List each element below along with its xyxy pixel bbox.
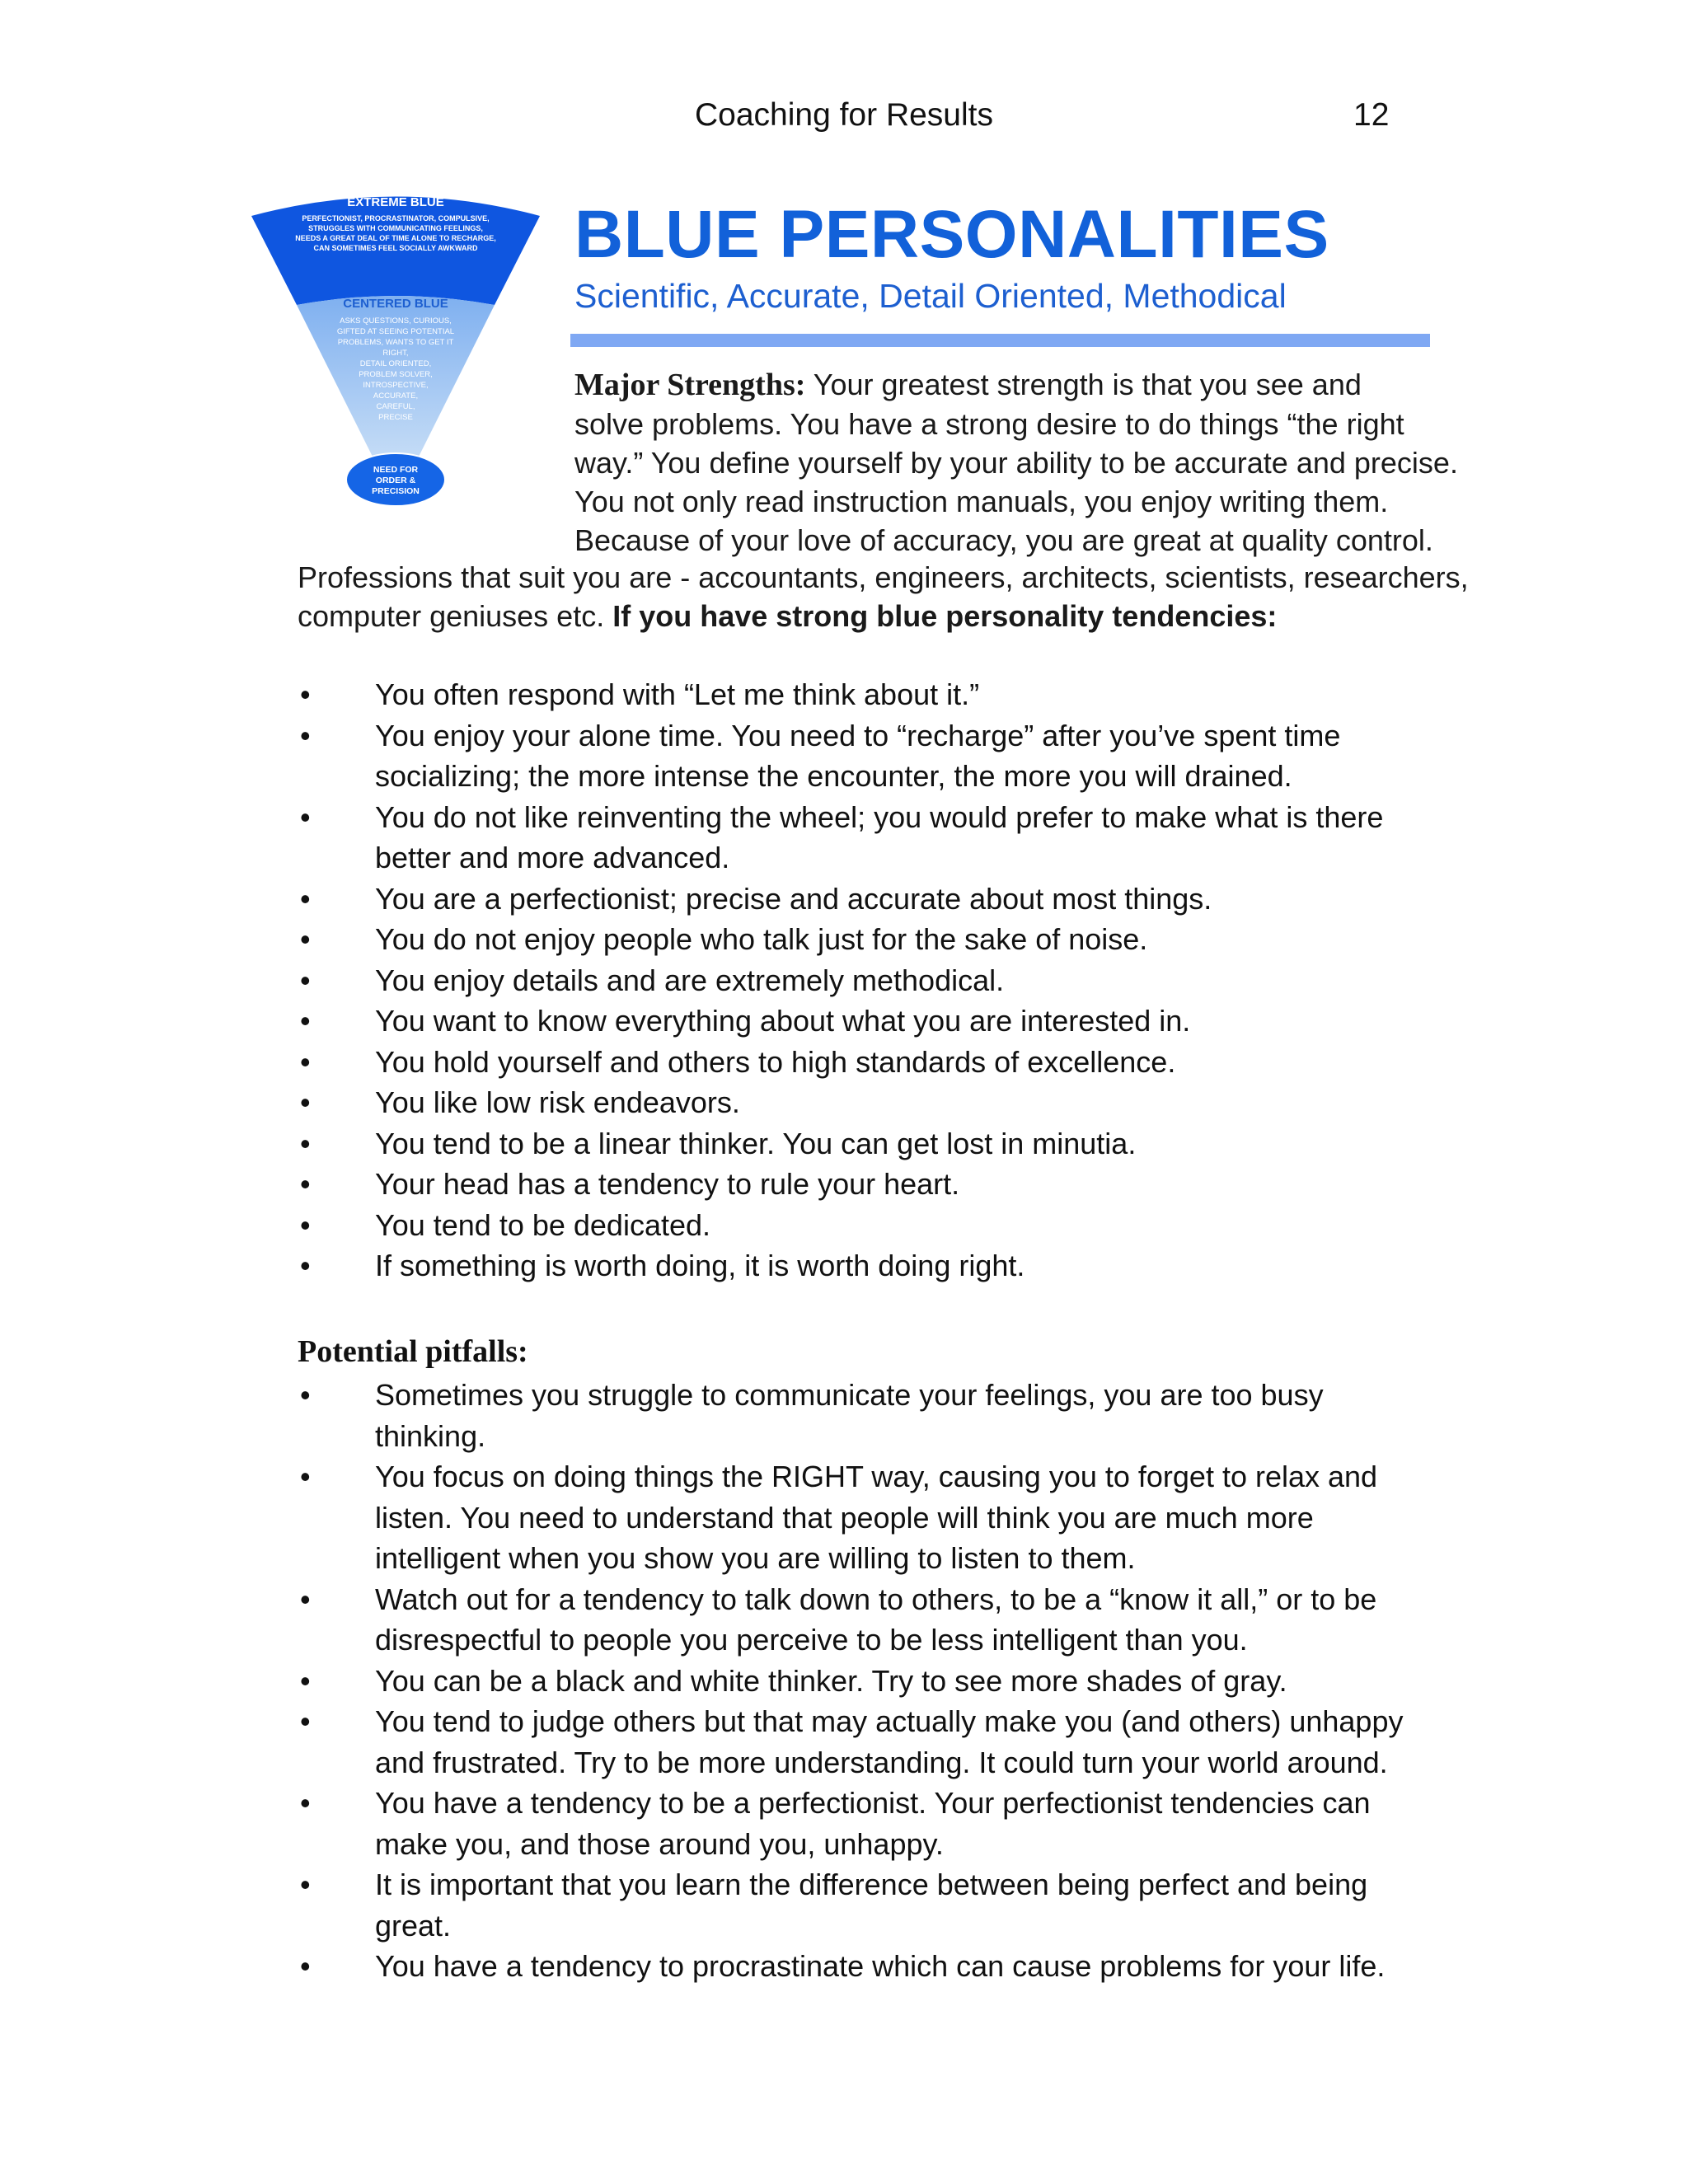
centered-blue-line: PRECISE <box>378 413 413 422</box>
tendency-item <box>298 1001 1438 1042</box>
major-strengths-paragraph <box>574 365 1458 560</box>
bullet-icon: • <box>300 1044 311 1079</box>
intro-line: way.” You define yourself by your ability to be accurate and precise. <box>574 446 1458 480</box>
tendency-item <box>298 715 1438 797</box>
bullet-icon: • <box>300 963 311 997</box>
tendency-item-text: You hold yourself and others to high standards of excellence. <box>375 1044 1176 1079</box>
centered-blue-line: ACCURATE, <box>373 391 419 401</box>
bullet-icon: • <box>300 1704 311 1738</box>
bullet-icon: • <box>300 1786 311 1820</box>
oval-line: NEED FOR <box>373 465 419 475</box>
tendency-item-text: You often respond with “Let me think about it.” <box>375 677 980 711</box>
page-title: BLUE PERSONALITIES <box>574 197 1329 272</box>
tendency-item <box>298 1164 1438 1205</box>
tendency-item-text: You want to know everything about what you are interested in. <box>375 1004 1191 1038</box>
pitfall-item-text: You have a tendency to be a perfectionist. Your perfectionist tendencies can make you, and those around you, unhappy. <box>375 1786 1371 1861</box>
bullet-icon: • <box>300 1004 311 1038</box>
pitfall-item-text: Watch out for a tendency to talk down to others, to be a “know it all,” or to be disrespectful to people you perceive to be less intelligent than you. <box>375 1582 1377 1657</box>
pitfall-item-text: You focus on doing things the RIGHT way, causing you to forget to relax and listen. You need to understand that people will think you are much more intelligent when you show you are willing to listen to them. <box>375 1460 1378 1575</box>
intro-line <box>298 597 1418 635</box>
centered-blue-line: GIFTED AT SEEING POTENTIAL <box>336 327 455 336</box>
pitfall-item-text: You tend to judge others but that may actually make you (and others) unhappy and frustrated. Try to be more understanding. It could turn your world around. <box>375 1704 1404 1779</box>
pitfalls-heading: Potential pitfalls: <box>298 1334 528 1369</box>
bullet-icon: • <box>300 1582 311 1616</box>
bullet-icon: • <box>300 1167 311 1201</box>
tendency-item-text: If something is worth doing, it is worth doing right. <box>375 1249 1025 1282</box>
oval-line: ORDER & <box>375 476 416 485</box>
major-strengths-label: Major Strengths: <box>574 368 806 402</box>
bullet-icon: • <box>300 1207 311 1242</box>
intro-line: You not only read instruction manuals, you enjoy writing them. <box>574 485 1389 518</box>
extreme-blue-line: CAN SOMETIMES FEEL SOCIALLY AWKWARD <box>313 244 478 252</box>
intro-line <box>574 365 1415 405</box>
pitfall-item <box>298 1864 1438 1946</box>
extreme-blue-line: STRUGGLES WITH COMMUNICATING FEELINGS, <box>308 224 483 232</box>
blue-personality-diagram <box>247 181 544 511</box>
centered-blue-title: CENTERED BLUE <box>343 297 448 311</box>
bullet-icon: • <box>300 1378 311 1412</box>
pitfalls-list <box>298 1375 1438 1987</box>
pitfall-item <box>298 1375 1438 1456</box>
bullet-icon: • <box>300 1663 311 1698</box>
pitfall-item-text: It is important that you learn the difference between being perfect and being great. <box>375 1868 1368 1943</box>
pitfall-item <box>298 1946 1438 1987</box>
tendency-item-text: You tend to be dedicated. <box>375 1207 711 1242</box>
bullet-icon: • <box>300 799 311 834</box>
centered-blue-line: DETAIL ORIENTED, <box>359 359 432 368</box>
page-number: 12 <box>1353 97 1390 133</box>
extreme-blue-line: PERFECTIONIST, PROCRASTINATOR, COMPULSIVE, <box>302 214 490 223</box>
tendencies-list <box>298 674 1438 1286</box>
bullet-icon: • <box>300 922 311 956</box>
tendency-item-text: You enjoy details and are extremely methodical. <box>375 963 1005 997</box>
bullet-icon: • <box>300 1249 311 1282</box>
tendency-item <box>298 1123 1438 1165</box>
extreme-blue-title: EXTREME BLUE <box>347 195 444 209</box>
tendency-item <box>298 1245 1438 1286</box>
extreme-blue-line: NEEDS A GREAT DEAL OF TIME ALONE TO RECHARGE, <box>295 234 496 242</box>
bullet-icon: • <box>300 1949 311 1983</box>
tendency-item-text: You enjoy your alone time. You need to “recharge” after you’ve spent time socializing; the more intense the encounter, the more you will drained. <box>375 718 1341 793</box>
pitfall-item <box>298 1456 1438 1579</box>
tendency-item-text: You like low risk endeavors. <box>375 1085 740 1119</box>
oval-line: PRECISION <box>372 486 420 496</box>
pitfall-item-text: You have a tendency to procrastinate which can cause problems for your life. <box>375 1949 1386 1983</box>
centered-blue-line: ASKS QUESTIONS, CURIOUS, <box>340 316 452 326</box>
tendency-item-text: You are a perfectionist; precise and accurate about most things. <box>375 881 1212 916</box>
bullet-icon: • <box>300 677 311 711</box>
page-subtitle: Scientific, Accurate, Detail Oriented, Methodical <box>574 277 1287 315</box>
intro-line: Professions that suit you are - accountants, engineers, architects, scientists, researchers, <box>298 560 1469 594</box>
bullet-icon: • <box>300 718 311 752</box>
bullet-icon: • <box>300 1126 311 1160</box>
tendency-item <box>298 797 1438 879</box>
tendency-item <box>298 1082 1438 1123</box>
centered-blue-line: PROBLEMS, WANTS TO GET IT <box>337 338 454 347</box>
tendency-item-text: Your head has a tendency to rule your heart. <box>375 1167 960 1201</box>
bullet-icon: • <box>300 881 311 916</box>
centered-blue-line: INTROSPECTIVE, <box>363 381 429 390</box>
tendency-item-text: You do not like reinventing the wheel; you would prefer to make what is there better and more advanced. <box>375 799 1384 874</box>
title-divider <box>570 334 1430 347</box>
bullet-icon: • <box>300 1868 311 1901</box>
tendency-item <box>298 960 1438 1001</box>
centered-blue-line: CAREFUL, <box>376 402 415 411</box>
intro-line: solve problems. You have a strong desire to do things “the right <box>574 407 1404 441</box>
tendency-item <box>298 1205 1438 1246</box>
tendency-item <box>298 674 1438 715</box>
centered-blue-line: PROBLEM SOLVER, <box>359 370 433 379</box>
tendency-item-text: You do not enjoy people who talk just for the sake of noise. <box>375 922 1148 956</box>
pitfall-item <box>298 1661 1438 1702</box>
bullet-icon: • <box>300 1460 311 1493</box>
pitfall-item-text: Sometimes you struggle to communicate your feelings, you are too busy thinking. <box>375 1378 1324 1453</box>
running-header-title: Coaching for Results <box>694 97 993 133</box>
intro-line-text: Your greatest strength is that you see and <box>805 368 1362 401</box>
pitfall-item <box>298 1701 1438 1783</box>
pitfall-item <box>298 1579 1438 1661</box>
intro-line-text: computer geniuses etc. <box>298 599 613 633</box>
tendency-item <box>298 879 1438 920</box>
centered-blue-line: RIGHT, <box>382 349 409 358</box>
tendency-item <box>298 919 1438 960</box>
pitfall-item-text: You can be a black and white thinker. Try to see more shades of gray. <box>375 1663 1287 1698</box>
professions-paragraph <box>298 558 1469 635</box>
tendency-item <box>298 1042 1438 1083</box>
tendencies-lead-in: If you have strong blue personality tendencies: <box>612 599 1278 633</box>
pitfall-item <box>298 1783 1438 1864</box>
tendency-item-text: You tend to be a linear thinker. You can get lost in minutia. <box>375 1126 1137 1160</box>
bullet-icon: • <box>300 1085 311 1119</box>
intro-line: Because of your love of accuracy, you are great at quality control. <box>574 523 1433 557</box>
